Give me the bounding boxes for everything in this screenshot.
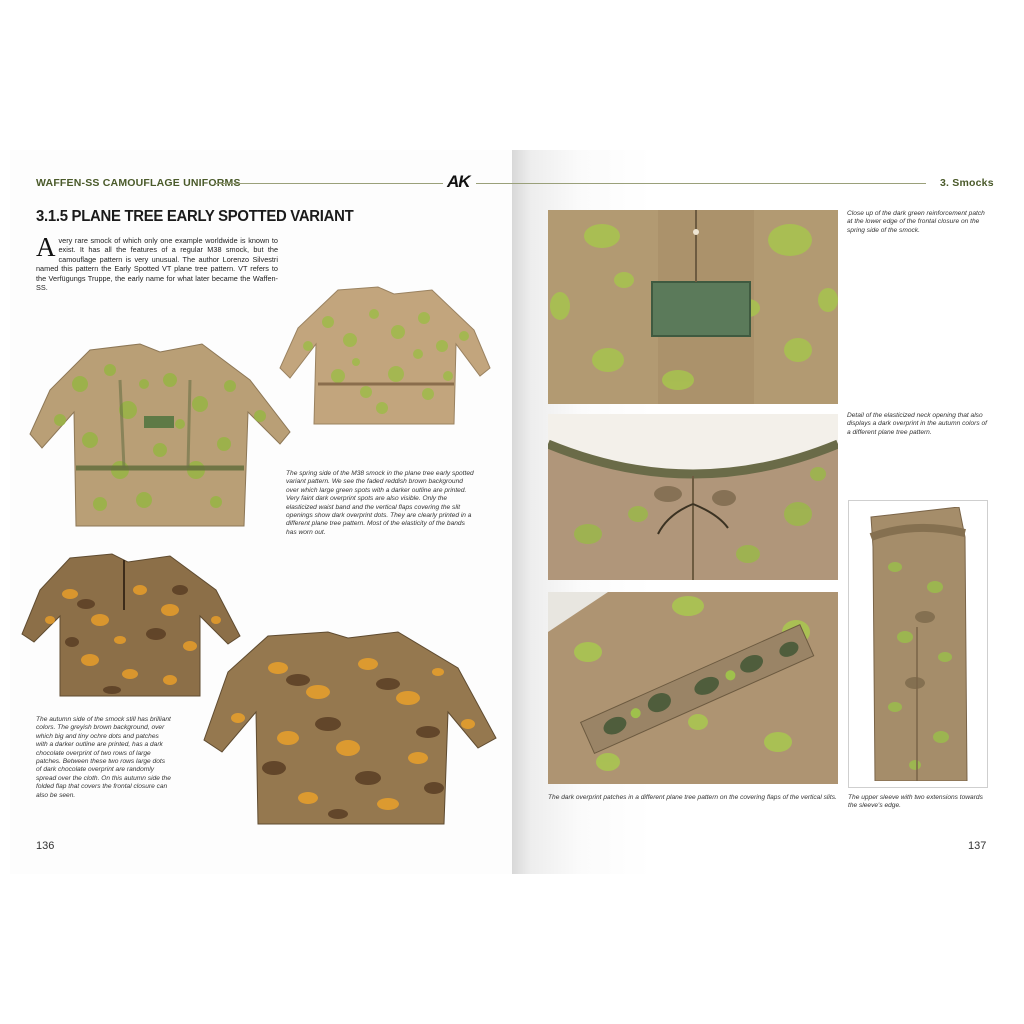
header-rule-right — [512, 183, 926, 184]
intro-text: very rare smock of which only one example worldwide is known to exist. It has all the features of a regular M38 smock, but the camouflage pattern is very unusual. The author Lorenzo Silvestri named this pattern the Early Spotted VT plane tree pattern. VT refers to the Verfügungs Truppe, the early name for what later became the Waffen-SS. — [36, 236, 278, 293]
photo-reinforcement-patch — [548, 210, 838, 404]
sleeve-photo-frame — [848, 500, 988, 788]
page-number-left: 136 — [36, 840, 55, 852]
photo-sleeve — [855, 507, 981, 781]
photo-neck-opening — [548, 414, 838, 580]
photo-spring-smock-large — [20, 340, 300, 530]
running-head-left: WAFFEN-SS CAMOUFLAGE UNIFORMS — [36, 177, 241, 189]
left-page — [10, 150, 512, 874]
caption-neck-opening: Detail of the elasticized neck opening that also displays a dark overprint in the autumn colors of a different plane tree pattern. — [847, 412, 988, 436]
running-head-right: 3. Smocks — [940, 177, 994, 189]
caption-reinforcement-patch: Close up of the dark green reinforcement patch at the lower edge of the frontal closure on the spring side of the smock. — [847, 210, 985, 234]
dropcap: A — [36, 232, 56, 262]
photo-autumn-smock-large — [198, 628, 498, 828]
caption-covering-flaps: The dark overprint patches in a different plane tree pattern on the covering flaps of the vertical slits. — [548, 794, 837, 801]
ak-logo: AK — [447, 172, 470, 191]
right-page — [512, 150, 1006, 874]
caption-spring-side: The spring side of the M38 smock in the plane tree early spotted variant pattern. We see the faded reddish brown background over which large green spots with a darker outline are printed. Very faint dark overprint spots are also visible. Only the elasticized waist band and the vertical flaps covering the slit openings show dark overprint dots. They are clearly printed in a different plane tree pattern. Most of the elasticity of the bands has worn out. — [286, 470, 474, 536]
section-title: 3.1.5 PLANE TREE EARLY SPOTTED VARIANT — [36, 208, 354, 225]
caption-autumn-side: The autumn side of the smock still has brilliant colors. The greyish brown background, over which big and tiny ochre dots and patches with a darker outline are printed, has a dark chocolate overprint of two rows of large patches. Between these two rows large dots of dark chocolate overprint are randomly spread over the cloth. On this autumn side the folded flap that covers the frontal closure can also be seen. — [36, 716, 171, 799]
photo-covering-flaps — [548, 592, 838, 784]
photo-spring-smock-small — [278, 284, 492, 426]
caption-sleeve: The upper sleeve with two extensions towards the sleeve's edge. — [848, 794, 983, 810]
page-number-right: 137 — [968, 840, 987, 852]
intro-paragraph — [36, 232, 278, 293]
header-rule-mid — [476, 183, 512, 184]
header-rule-left — [215, 183, 443, 184]
